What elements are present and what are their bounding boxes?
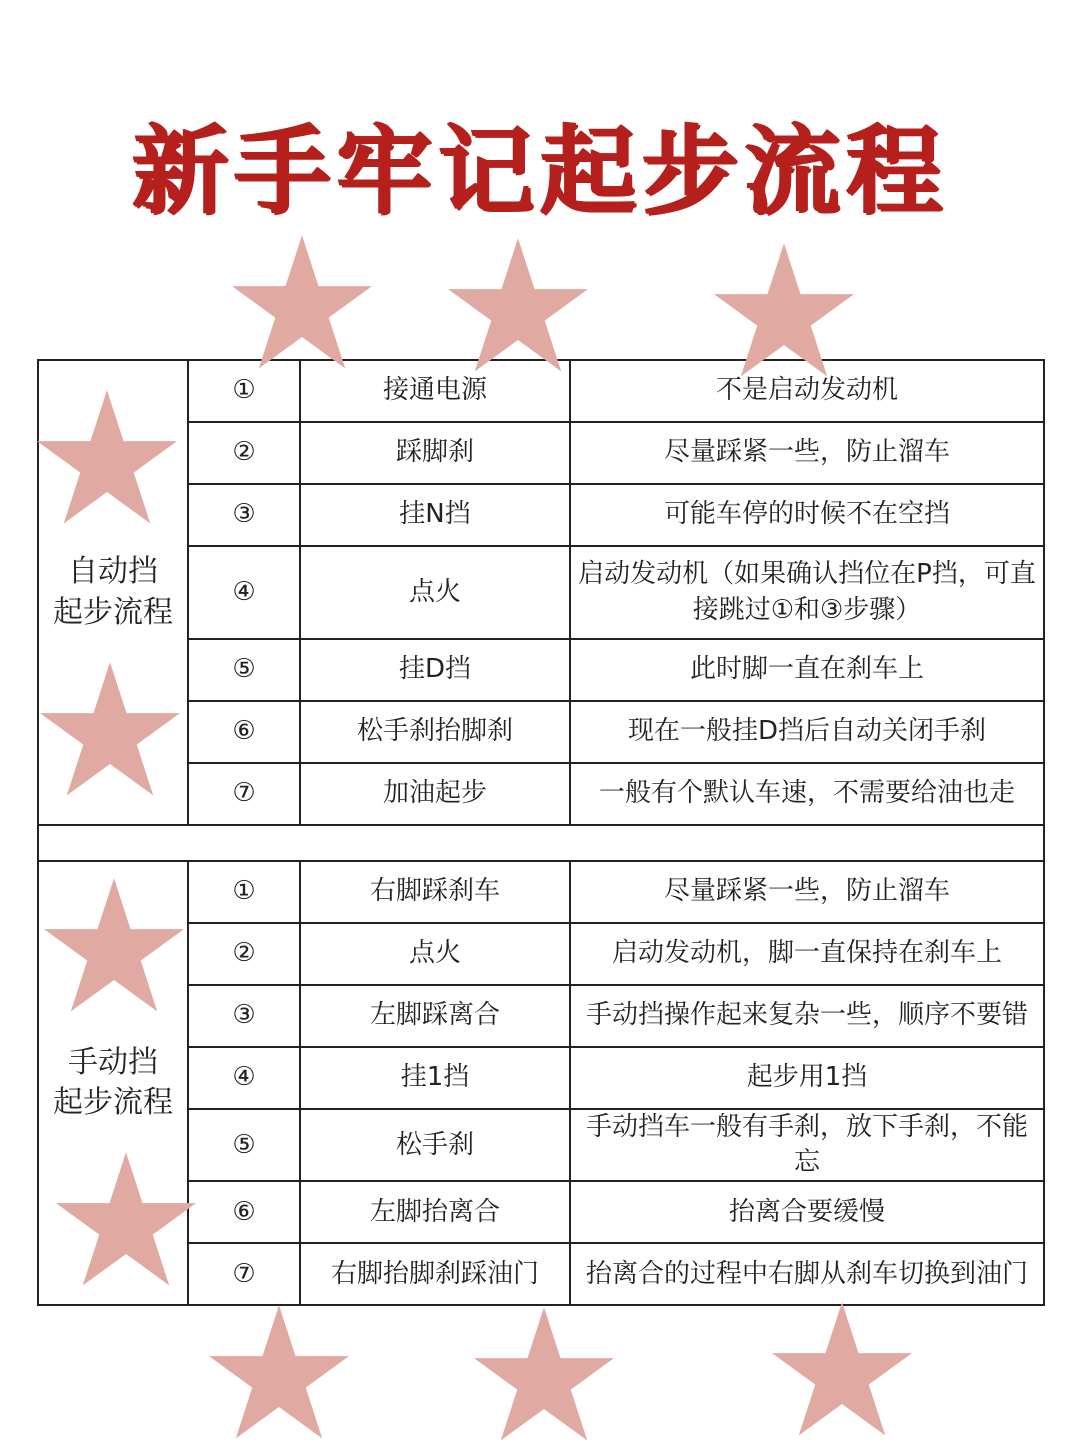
step-note: 手动挡车一般有手刹，放下手刹，不能忘 xyxy=(570,1109,1044,1181)
table-row xyxy=(38,861,1044,923)
group-separator xyxy=(38,825,1044,861)
step-note: 启动发动机（如果确认挡位在P挡，可直接跳过①和③步骤） xyxy=(570,546,1044,639)
step-action: 点火 xyxy=(300,923,570,985)
step-number: ⑥ xyxy=(188,701,300,763)
group-label-line2: 起步流程 xyxy=(53,1085,173,1121)
step-note: 手动挡操作起来复杂一些，顺序不要错 xyxy=(570,985,1044,1047)
step-note: 抬离合的过程中右脚从刹车切换到油门 xyxy=(570,1243,1044,1305)
step-action: 左脚踩离合 xyxy=(300,985,570,1047)
star-icon xyxy=(714,243,854,378)
star-icon xyxy=(40,662,180,797)
star-icon xyxy=(209,1305,349,1440)
star-icon xyxy=(44,878,184,1013)
star-icon xyxy=(448,238,588,373)
star-icon xyxy=(56,1152,196,1287)
step-number: ② xyxy=(188,422,300,484)
star-icon xyxy=(37,390,177,525)
step-number: ⑦ xyxy=(188,1243,300,1305)
step-note: 不是启动发动机 xyxy=(570,360,1044,422)
step-action: 右脚抬脚刹踩油门 xyxy=(300,1243,570,1305)
group-label-line1: 手动挡 xyxy=(68,1044,158,1080)
table-row xyxy=(38,639,1044,701)
step-action: 左脚抬离合 xyxy=(300,1181,570,1243)
step-action: 挂D挡 xyxy=(300,639,570,701)
group-label-line2: 起步流程 xyxy=(53,594,173,630)
step-action: 点火 xyxy=(300,546,570,639)
step-note: 可能车停的时候不在空挡 xyxy=(570,484,1044,546)
step-note: 现在一般挂D挡后自动关闭手刹 xyxy=(570,701,1044,763)
step-note: 尽量踩紧一些，防止溜车 xyxy=(570,861,1044,923)
step-note: 启动发动机，脚一直保持在刹车上 xyxy=(570,923,1044,985)
table-row xyxy=(38,763,1044,825)
step-action: 踩脚刹 xyxy=(300,422,570,484)
star-icon xyxy=(232,235,372,370)
star-icon xyxy=(772,1302,912,1437)
step-number: ② xyxy=(188,923,300,985)
step-number: ③ xyxy=(188,484,300,546)
step-number: ① xyxy=(188,360,300,422)
step-note: 一般有个默认车速，不需要给油也走 xyxy=(570,763,1044,825)
step-number: ③ xyxy=(188,985,300,1047)
table-row xyxy=(38,546,1044,639)
table-row xyxy=(38,484,1044,546)
step-action: 加油起步 xyxy=(300,763,570,825)
table-row xyxy=(38,701,1044,763)
step-note: 此时脚一直在刹车上 xyxy=(570,639,1044,701)
step-action: 挂1挡 xyxy=(300,1047,570,1109)
step-number: ④ xyxy=(188,546,300,639)
step-action: 挂N挡 xyxy=(300,484,570,546)
table-row xyxy=(38,422,1044,484)
step-note: 抬离合要缓慢 xyxy=(570,1181,1044,1243)
star-icon xyxy=(474,1307,614,1442)
step-note: 起步用1挡 xyxy=(570,1047,1044,1109)
step-number: ⑦ xyxy=(188,763,300,825)
step-number: ④ xyxy=(188,1047,300,1109)
step-action: 接通电源 xyxy=(300,360,570,422)
group-label-line1: 自动挡 xyxy=(68,554,158,589)
table-row xyxy=(38,1047,1044,1109)
table-row xyxy=(38,985,1044,1047)
page-title: 新手牢记起步流程 xyxy=(132,115,948,227)
step-action: 松手刹 xyxy=(300,1109,570,1181)
step-number: ⑥ xyxy=(188,1181,300,1243)
step-number: ① xyxy=(188,861,300,923)
step-note: 尽量踩紧一些，防止溜车 xyxy=(570,422,1044,484)
step-number: ⑤ xyxy=(188,639,300,701)
step-number: ⑤ xyxy=(188,1109,300,1181)
step-action: 右脚踩刹车 xyxy=(300,861,570,923)
separator-cell xyxy=(38,825,1044,861)
step-action: 松手刹抬脚刹 xyxy=(300,701,570,763)
table-row xyxy=(38,923,1044,985)
